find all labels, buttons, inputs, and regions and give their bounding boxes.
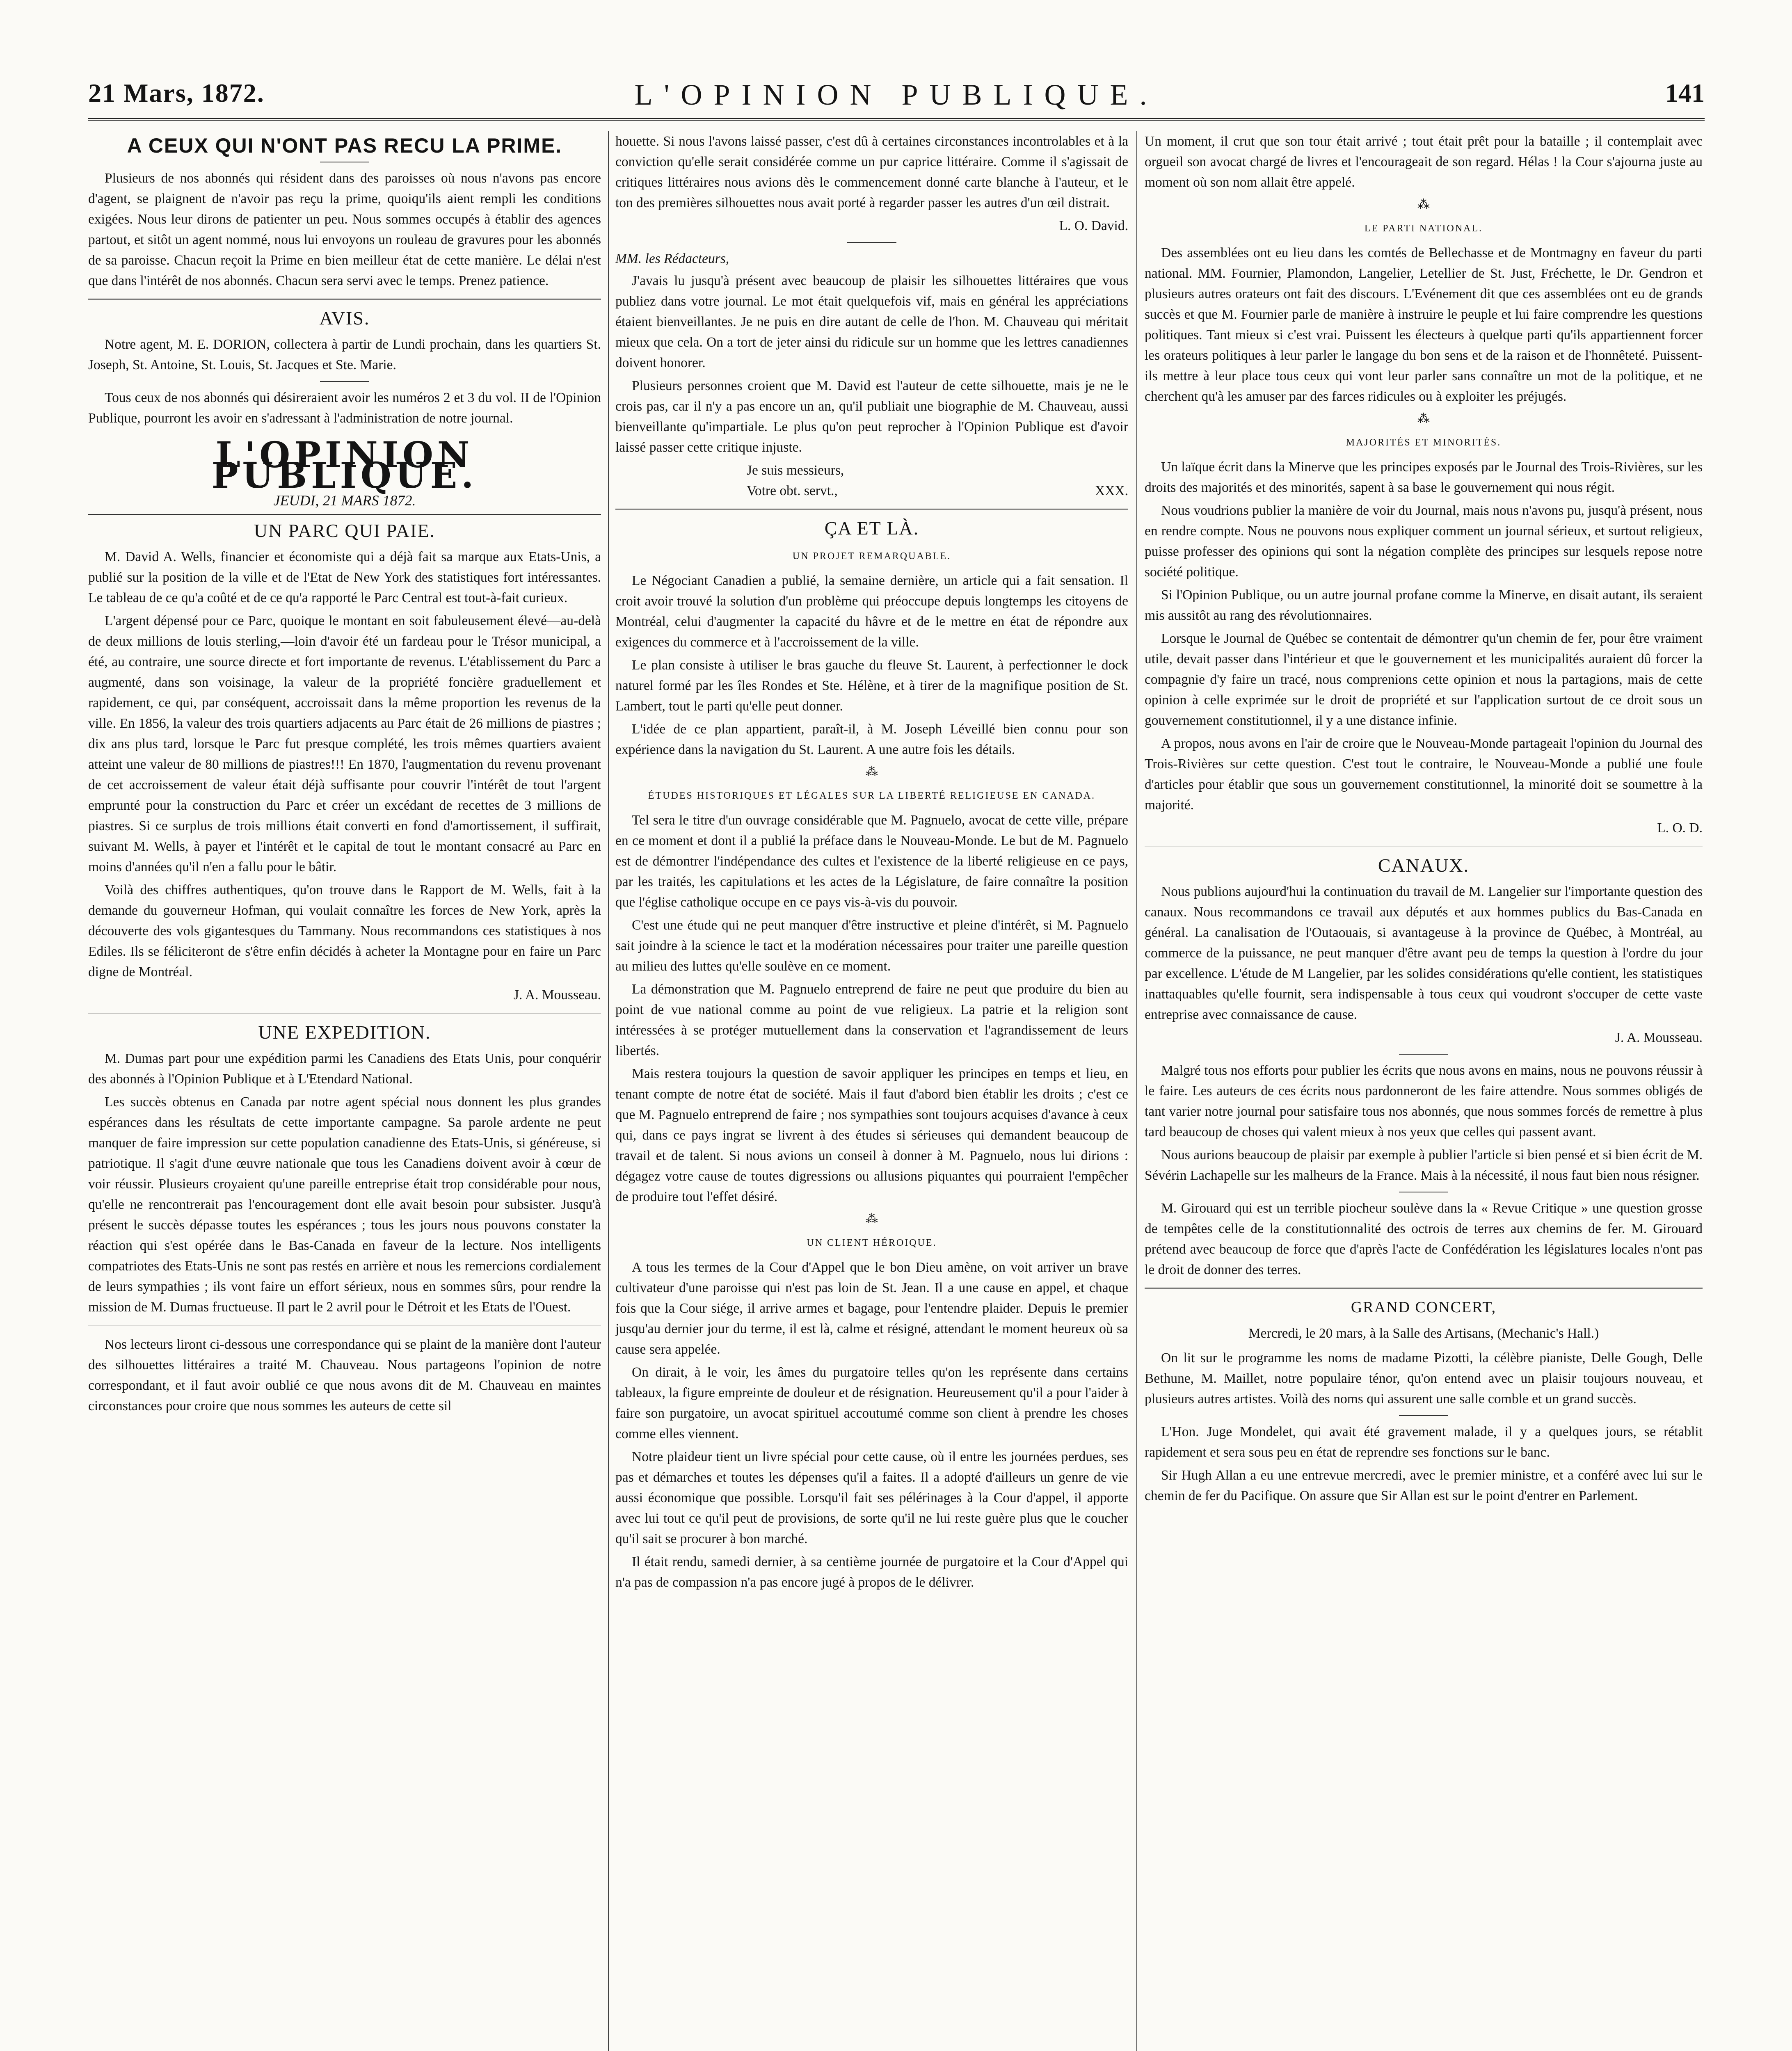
separator <box>1145 846 1703 848</box>
david-signature: L. O. David. <box>1059 218 1128 233</box>
separator <box>88 299 601 301</box>
prime-paragraph: Plusieurs de nos abonnés qui résident dans des paroisses où nous n'avons pas encore d'agent, se plaignent de n'avoir pas reçu la prime, quoiqu'ils aient rempli les conditions exigées. Nous leur dirons de patienter un peu. Nous sommes occupés à établir des agences partout, et sitôt un agent nommé, nous lui envoyons un rouleau de gravures pour les abonnés de sa paroisse. Chacun reçoit la Prime en bien meilleur état de cette manière. Le délai n'est que dans l'intérêt de nos abonnés. Chacun sera servi avec le temps. Prenez patience. <box>88 171 601 288</box>
separator <box>88 1013 601 1015</box>
asterism-ornament: ⁂ <box>866 1212 878 1226</box>
separator <box>320 381 369 382</box>
expedition-paragraph: Les succès obtenus en Canada par notre agent spécial nous donnent les plus grandes espérances dans les résultats de cette importante campagne. Sa parole ardente ne peut manquer de faire impression sur cette population canadienne des Etats-Unis, si généreuse, si patriotique. Il s'agit d'une œuvre nationale que tous les Canadiens doivent avoir à cœur de voir réussir. Plusieurs croyaient qu'une pareille entreprise était trop considérable pour nous, qu'elle ne rencontrerait pas l'encouragement dont elle avait besoin pour subsister. Jusqu'à présent le succès dépasse toutes les espérances ; tous les jours nous pouvons constater la réaction qui s'est opérée dans le Bas-Canada en faveur de la lecture. Nos intelligents compatriotes des Etats-Unis ne sont pas restés en arrière et nous les remercions cordialement de leurs sympathies ; ils vont faire un effort sérieux, nous en sommes sûrs, pour rendre la mission de M. Dumas fructueuse. Il part le 2 avril pour le Détroit et les Etats de l'Ouest. <box>88 1094 601 1315</box>
numeros-paragraph: Tous ceux de nos abonnés qui désireraient avoir les numéros 2 et 3 du vol. II de l'Opinion Publique, pourront les avoir en s'adressant à l'administration de notre journal. <box>88 390 601 426</box>
column-divider <box>608 131 609 2051</box>
letter-closing: Votre obt. servt., <box>747 483 838 498</box>
canaux-heading: CANAUX. <box>1378 855 1470 876</box>
lecteurs-paragraph: Nos lecteurs liront ci-dessous une correspondance qui se plaint de la manière dont l'auteur des silhouettes littéraires a traité M. Chauveau. Nous partageons l'opinion de notre correspondant, et il faut avoir oublié ce que nous avons dit de M. Chauveau en maintes circonstances pour croire que nous sommes les auteurs de cette sil <box>88 1337 601 1414</box>
majorites-paragraph: Si l'Opinion Publique, ou un autre journal profane comme la Minerve, en disait autant, ils seraient mis aussitôt au rang des révolutionnaires. <box>1145 587 1703 623</box>
separator <box>615 509 1128 511</box>
client-paragraph: On dirait, à le voir, les âmes du purgatoire telles qu'on les représente dans certains tableaux, la figure empreinte de douleur et de résignation. Heureusement qu'il a pour l'aider à faire son purgatoire, un avocat spirituel accoutumé comme son client à prendre les choses comme elles viennent. <box>615 1365 1128 1441</box>
concert-heading: GRAND CONCERT, <box>1351 1299 1497 1316</box>
column-3 <box>1145 131 1703 2051</box>
asterism-ornament: ⁂ <box>1417 198 1430 211</box>
letter-signature: XXX. <box>1095 483 1128 498</box>
etudes-paragraph: La démonstration que M. Pagnuelo entreprend de faire ne peut que produire du bien au point de vue national comme au point de vue religieux. La patrie et la religion sont intéressées à se protéger mutuellement dans la conservation et l'agrandissement de leurs libertés. <box>615 982 1128 1058</box>
majorites-paragraph: Un laïque écrit dans la Minerve que les principes exposés par le Journal des Trois-Rivières, sur les droits des majorités et des minorités, sapent à sa base le gouvernement qui nous régit. <box>1145 459 1703 495</box>
asterism-ornament: ⁂ <box>866 765 878 779</box>
concert-subtitle: Mercredi, le 20 mars, à la Salle des Artisans, (Mechanic's Hall.) <box>1248 1326 1599 1341</box>
majorites-subheading: MAJORITÉS ET MINORITÉS. <box>1346 437 1502 448</box>
parc-heading: UN PARC QUI PAIE. <box>254 520 436 541</box>
malgre-paragraph: Malgré tous nos efforts pour publier les écrits que nous avons en mains, nous ne pouvons réussir à le faire. Les auteurs de ces écrits nous pardonneront de les faire attendre. Nous sommes obligés de tant varier notre journal pour satisfaire tous nos abonnés, que nous sommes forcés de remettre à plus tard beaucoup de choses qui valent mieux à nos yeux que celles qui passent avant. <box>1145 1063 1703 1140</box>
client-paragraph: A tous les termes de la Cour d'Appel que le bon Dieu amène, on voit arriver un brave cultivateur d'une paroisse qui n'est pas loin de St. Jean. Il a une cause en appel, et chaque fois que la Cour siége, il arrive armes et bagage, pour l'entendre plaider. Depuis le premier jusqu'au dernier jour du terme, il est là, calme et résigné, attendant le moment heureux où sa cause sera appelée. <box>615 1260 1128 1357</box>
letter-closing: Je suis messieurs, <box>747 463 844 478</box>
letter-paragraph: Plusieurs personnes croient que M. David est l'auteur de cette silhouette, mais je ne le crois pas, car il n'y a pas encore un an, qu'il publiait une biographie de M. Chauveau, aussi bienveillante qu'impartiale. Le plus qu'on peut reprocher à l'Opinion Publique est d'avoir laissé passer cette critique injuste. <box>615 378 1128 455</box>
header-rule <box>88 118 1705 122</box>
majorites-paragraph: A propos, nous avons en l'air de croire que le Nouveau-Monde partageait l'opinion du Journal des Trois-Rivières sur cette question. C'est tout le contraire, le Nouveau-Monde a publié une foule d'articles pour établir que sous un gouvernement constitutionnel, la minorité doit se soumettre à la majorité. <box>1145 736 1703 813</box>
girouard-paragraph: M. Girouard qui est un terrible piocheur soulève dans la « Revue Critique » une question grosse de tempêtes celle de la constitutionnalité des octrois de terres aux chemins de fer. M. Girouard prétend avec beaucoup de force que d'après l'acte de Confédération les législatures locales n'ont pas le droit de donner des terres. <box>1145 1201 1703 1277</box>
continued-paragraph: Un moment, il crut que son tour était arrivé ; tout était prêt pour la bataille ; il contemplait avec orgueil son avocat chargé de livres et l'encourageait de son regard. Hélas ! la Cour s'ajourna juste au moment où son nom allait être appelé. <box>1145 134 1703 190</box>
parc-paragraph: Voilà des chiffres authentiques, qu'on trouve dans le Rapport de M. Wells, fait à la demande du gouverneur Hofman, qui voulait connaître les forces de New York, après la découverte des vols gigantesques du Tammany. Nous recommandons ces statistiques à nos Ediles. Ils se féliciteront de s'être enfin décidés à acheter la Montagne pour en faire un Parc digne de Montréal. <box>88 882 601 980</box>
etudes-paragraph: Tel sera le titre d'un ouvrage considérable que M. Pagnuelo, avocat de cette ville, prépare en ce moment et dont il a publié la préface dans le Nouveau-Monde. Le but de M. Pagnuelo est de démontrer l'indépendance des cultes et l'existence de la liberté religieuse en ce pays, par les traités, les capitulations et les actes de la Législature, de faire connaître la position que l'église catholique occupe en ce pays vis-à-vis du pouvoir. <box>615 813 1128 910</box>
letter-signoff <box>615 481 1128 501</box>
column-1 <box>88 131 601 2051</box>
separator <box>1399 1415 1448 1416</box>
separator <box>1399 1054 1448 1055</box>
malgre-paragraph: Nous aurions beaucoup de plaisir par exemple à publier l'article si bien pensé et si bien écrit de M. Sévérin Lachapelle sur les malheurs de la France. Mais à la nécessité, il nous faut bien nous résigner. <box>1145 1147 1703 1183</box>
mondelet-paragraph: L'Hon. Juge Mondelet, qui avait été gravement malade, il y a quelques jours, se rétablit rapidement et sera sous peu en état de reprendre ses fonctions sur le banc. <box>1145 1424 1703 1460</box>
separator <box>88 1325 601 1327</box>
majorites-paragraph: Lorsque le Journal de Québec se contentait de démontrer qu'un chemin de fer, pour être vraiment utile, devait passer dans l'intérieur et que le gouvernement et les municipalités auraient dû forcer la compagnie d'y faire un tracé, nous comprenions cette opinion et nous la partagions, mais de cette opinion à celle exprimée sur le droit de propriété et sur l'application surtout de ce droit sous un gouvernement constitutionnel, il y a une distance infinie. <box>1145 631 1703 728</box>
lod-signature: L. O. D. <box>1657 820 1703 836</box>
etudes-paragraph: Mais restera toujours la question de savoir appliquer les principes en temps et lieu, en tenant compte de notre état de société. Mais il faut d'abord bien établir les droits ; c'est ce que M. Pagnuelo entreprend de faire ; nos sympathies sont toujours acquises d'avance à ceux qui, dans ce pays ingrat se livrent à des études si sérieuses qui demandent beaucoup de travail et de talent. Si nous avions un conseil à donner à M. Pagnuelo, nous lui dirions : dégagez votre cause de toutes digressions ou allusions piquantes qui pourraient l'empêcher de produire tout l'effet désiré. <box>615 1066 1128 1204</box>
projet-paragraph: L'idée de ce plan appartient, paraît-il, à M. Joseph Léveillé bien connu pour son expérience dans la navigation du St. Laurent. A une autre fois les détails. <box>615 722 1128 757</box>
canaux-paragraph: Nous publions aujourd'hui la continuation du travail de M. Langelier sur l'importante question des canaux. Nous recommandons ce travail aux députés et aux hommes publics du Bas-Canada en général. La canalisation de l'Outaouais, si avantageuse à la province de Québec, à Montréal, au commerce de la puissance, ne peut manquer d'être avant peu de temps la question à l'ordre du jour par excellence. L'étude de M Langelier, par les solides considérations qu'elle contient, les statistiques inattaquables qu'elle fournit, sera indispensable à tous ceux qui voudront s'occuper de cette vaste entreprise avec connaissance de cause. <box>1145 884 1703 1022</box>
separator <box>847 242 896 243</box>
projet-subheading: UN PROJET REMARQUABLE. <box>792 551 951 562</box>
parti-subheading: LE PARTI NATIONAL. <box>1364 223 1483 234</box>
parc-paragraph: M. David A. Wells, financier et économiste qui a déjà fait sa marque aux Etats-Unis, a publié sur la position de la ville et de l'Etat de New York des statistiques fort intéressantes. Le tableau de ce qu'a coûté et de ce qu'a rapporté le Parc Central est tout-à-fait curieux. <box>88 549 601 605</box>
letter-paragraph: J'avais lu jusqu'à présent avec beaucoup de plaisir les silhouettes littéraires que vous publiez dans votre journal. Le mot était quelquefois vif, mais en général les appréciations étaient bienveillantes. Je ne puis en dire autant de celle de l'hon. M. Chauveau qui méritait mieux que cela. On a tort de jeter ainsi du ridicule sur un homme que les lettres canadiennes doivent honorer. <box>615 273 1128 370</box>
avis-paragraph: Notre agent, M. E. DORION, collectera à partir de Lundi prochain, dans les quartiers St. Joseph, St. Antoine, St. Louis, St. Jacques et Ste. Marie. <box>88 337 601 372</box>
majorites-paragraph: Nous voudrions publier la manière de voir du Journal, mais nous n'avons pu, jusqu'à présent, nous en rendre compte. Nous ne pouvons nous expliquer comment un journal sérieux, et surtout religieux, puisse professer des opinions qui sont la négation complète des principes sur lesquels repose notre société politique. <box>1145 503 1703 580</box>
letter-salutation: MM. les Rédacteurs, <box>615 251 729 266</box>
avis-heading: AVIS. <box>319 308 370 329</box>
projet-paragraph: Le Négociant Canadien a publié, la semaine dernière, un article qui a fait sensation. Il croit avoir trouvé la solution d'un problème qui préoccupe depuis longtemps les citoyens de Montréal, celui d'augmenter la capacité du hâvre et de le mettre en état de répondre aux exigences du commerce et à l'accroissement de la ville. <box>615 573 1128 650</box>
etudes-paragraph: C'est une étude qui ne peut manquer d'être instructive et pleine d'intérêt, si M. Pagnuelo sait joindre à la science le tact et la modération nécessaires pour traiter une pareille question au milieu des luttes qu'elle soulève en ce moment. <box>615 918 1128 974</box>
column-divider <box>1136 131 1137 2051</box>
client-subheading: UN CLIENT HÉROIQUE. <box>807 1238 937 1248</box>
page-header <box>88 78 1705 123</box>
client-paragraph: Il était rendu, samedi dernier, à sa centième journée de purgatoire et la Cour d'Appel qui n'a pas de compassion n'a pas encore jugé à propos de le délivrer. <box>615 1554 1128 1590</box>
projet-paragraph: Le plan consiste à utiliser le bras gauche du fleuve St. Laurent, à perfectionner le dock naturel formé par les îles Rondes et Ste. Hélène, et à tirer de la magnifique position de St. Lambert, tout le parti qu'elle peut donner. <box>615 658 1128 714</box>
etudes-subheading: ÉTUDES HISTORIQUES ET LÉGALES SUR LA LIBERTÉ RELIGIEUSE EN CANADA. <box>648 790 1096 801</box>
client-paragraph: Notre plaideur tient un livre spécial pour cette cause, où il entre les journées perdues, ses pas et démarches et toutes les dépenses qu'il a faites. Il a adopté d'ailleurs un genre de vie aussi économique que possible. Lorsqu'il fait ses pélérinages à la Cour d'appel, il apporte avec lui tout ce qu'il peut de provisions, de sorte qu'il ne lui reste guère plus que le coucher qu'il sait se procurer à bon marché. <box>615 1449 1128 1546</box>
allan-paragraph: Sir Hugh Allan a eu une entrevue mercredi, avec le premier ministre, et a conféré avec lui sur le chemin de fer du Pacifique. On assure que Sir Allan est sur le point d'entrer en Parlement. <box>1145 1468 1703 1503</box>
expedition-heading: UNE EXPEDITION. <box>258 1022 431 1043</box>
prime-heading: A CEUX QUI N'ONT PAS RECU LA PRIME. <box>127 134 562 157</box>
running-title: L'OPINION PUBLIQUE. <box>634 78 1159 111</box>
asterism-ornament: ⁂ <box>1417 412 1430 425</box>
canaux-signature: J. A. Mousseau. <box>1615 1030 1703 1045</box>
continued-paragraph: houette. Si nous l'avons laissé passer, c'est dû à certaines circonstances incontrolables et à la conviction qu'elle serait considérée comme un pur caprice littéraire. Comme il s'agissait de critiques littéraires nous avions dès le commencement donné carte blanche à l'auteur, et le ton des premières silhouettes nous avait porté à regarder passer les autres d'un œil distrait. <box>615 134 1128 210</box>
parti-paragraph: Des assemblées ont eu lieu dans les comtés de Bellechasse et de Montmagny en faveur du parti national. MM. Fournier, Plamondon, Langelier, Letellier de St. Just, Fréchette, le Dr. Gendron et plusieurs autres orateurs ont fait des discours. L'Evénement dit que ces assemblées ont eu de grands succès et que M. Fournier parle de manière à instruire le peuple et lui faire comprendre les questions politiques. Tant mieux si c'est vrai. Puissent les électeurs à quelque parti qu'ils appartiennent forcer les orateurs politiques à leur parler le langage du bon sens et de la raison et de l'honnêteté. Puissent-ils mettre à leur place tous ceux qui vont leur parler sans connaître un mot de la politique, et ne cherchent qu'à les amuser par des farces ridicules ou à exploiter les préjugés. <box>1145 245 1703 404</box>
expedition-paragraph: M. Dumas part pour une expédition parmi les Canadiens des Etats Unis, pour conquérir des abonnés à l'Opinion Publique et à L'Etendard National. <box>88 1051 601 1087</box>
dateline: JEUDI, 21 MARS 1872. <box>88 490 601 515</box>
column-2 <box>615 131 1128 2051</box>
separator <box>1145 1288 1703 1290</box>
masthead: L'OPINION PUBLIQUE. <box>211 434 478 496</box>
concert-paragraph: On lit sur le programme les noms de madame Pizotti, la célèbre pianiste, Delle Gough, Delle Bethune, M. Maillet, notre populaire ténor, qu'on entend avec un plaisir toujours nouveau, et plusieurs autres artistes. Voilà des noms qui assurent une salle comble et un grand succès. <box>1145 1350 1703 1407</box>
parc-paragraph: L'argent dépensé pour ce Parc, quoique le montant en soit fabuleusement élevé—au-delà de deux millions de louis sterling,—loin d'avoir été un fardeau pour le Trésor municipal, a été, au contraire, une source directe et fort importante de revenus. L'établissement du Parc a augmenté, dans son voisinage, la valeur de la propriété foncière graduellement et rapidement, ce qui, par conséquent, accroissait dans la même proportion les revenus de la ville. En 1856, la valeur des trois quartiers adjacents au Parc était de 26 millions de piastres ; dix ans plus tard, lorsque le Parc fut presque complété, les trois mêmes quartiers avaient atteint une valeur de 80 millions de piastres!!! En 1870, l'augmentation du revenu provenant de cet accroissement de valeur était déjà suffisante pour couvrir l'intérêt de tout l'argent emprunté pour la construction du Parc et créer un excédant de recettes de 3 millions de piastres. Si ce surplus de trois millions était converti en fond d'amortissement, il suffirait, suivant M. Wells, à payer et l'intérêt et le capital de tout le montant consacré au Parc en moins d'années qu'il n'en a fallu pour le bâtir. <box>88 613 601 875</box>
parc-signature: J. A. Mousseau. <box>513 987 601 1003</box>
cala-heading: ÇA ET LÀ. <box>824 518 919 539</box>
issue-date: 21 Mars, 1872. <box>88 78 265 107</box>
page-number: 141 <box>1665 78 1705 107</box>
